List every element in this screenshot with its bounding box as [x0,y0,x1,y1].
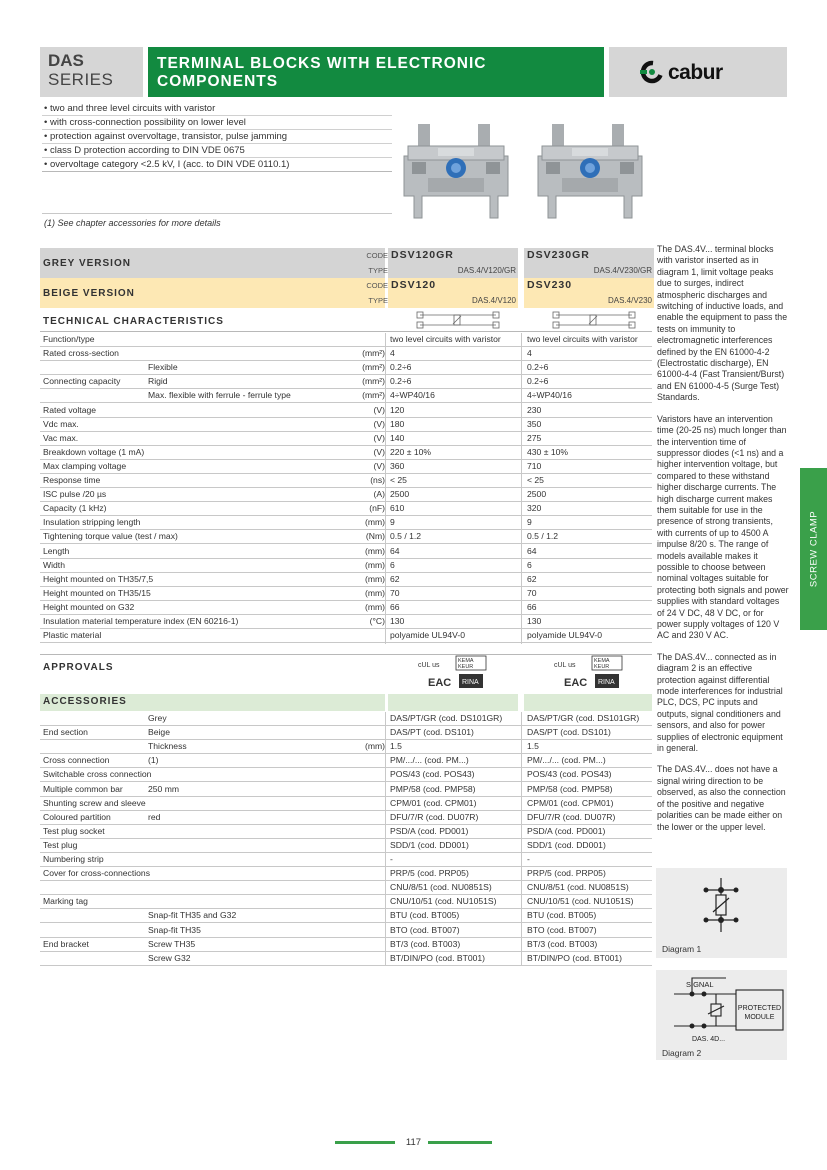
row-unit: (mm²) [362,362,385,373]
value-col1: 64 [390,545,400,556]
value-col1: two level circuits with varistor [390,334,501,344]
svg-text:cabur: cabur [668,61,723,84]
value-col2: polyamide UL94V-0 [527,630,603,641]
value-col2: DFU/7/R (cod. DU07R) [527,811,616,822]
svg-text:EAC: EAC [428,677,452,689]
diagram-2-label: DAS. 4D... [692,1036,726,1043]
beige-col1 [388,278,518,308]
row-sublabel: Grey [148,713,167,723]
row-unit: (V) [373,460,385,471]
value-col1: 2500 [390,489,410,500]
code-label: CODE [366,251,388,260]
spec-row [40,474,652,488]
spec-row [40,389,652,403]
value-col2: 320 [527,503,542,514]
column-separator [521,333,522,644]
spec-row [40,375,652,389]
accessory-row [40,839,652,853]
value-col1: SDD/1 (cod. DD001) [390,839,469,850]
row-sublabel: 250 mm [148,783,180,794]
column-separator [521,712,522,966]
grey-type-1: DAS.4/V120/GR [457,266,516,275]
svg-text:KEUR: KEUR [458,664,474,670]
feature-list [42,102,392,172]
value-col1: CNU/10/51 (cod. NU1051S) [390,896,497,907]
value-col2: 1.5 [527,741,539,752]
value-col1: 62 [390,573,400,584]
accessory-row [40,712,652,726]
value-col1: 4 [390,348,395,359]
value-col1: CNU/8/51 (cod. NU0851S) [390,882,492,893]
beige-code-1: DSV120 [391,279,437,291]
value-col1: 130 [390,616,405,626]
column-separator [385,333,386,644]
row-sublabel: Max. flexible with ferrule - ferrule type [148,390,291,401]
beige-col2 [524,278,654,308]
row-unit: (V) [373,418,385,429]
page-title: TERMINAL BLOCKS WITH ELECTRONIC COMPONENTS [148,47,604,97]
value-col1: PMP/58 (cod. PMP58) [390,783,476,794]
row-unit: (A) [373,489,385,500]
value-col2: PM/.../... (cod. PM...) [527,755,606,766]
spec-row [40,530,652,544]
value-col1: 4÷WP40/16 [390,390,435,401]
row-label: Length [43,545,70,556]
approvals-title: APPROVALS [43,662,114,673]
value-col2: BT/DIN/PO (cod. BT001) [527,952,623,963]
diagram-1 [656,868,787,958]
feature-item: • overvoltage category <2.5 kV, I (acc. to DIN VDE 0110.1) [42,158,392,172]
diagram-2 [656,970,787,1060]
value-col1: 610 [390,503,405,514]
value-col2: PSD/A (cod. PD001) [527,825,606,836]
row-sublabel: red [148,811,161,822]
accessory-row [40,754,652,768]
value-col2: PMP/58 (cod. PMP58) [527,783,613,794]
value-col2: - [527,854,530,864]
row-unit: (V) [373,446,385,457]
spec-row [40,361,652,375]
spec-row [40,601,652,615]
accessory-row [40,909,652,923]
accessory-row [40,853,652,867]
value-col1: BT/3 (cod. BT003) [390,938,461,949]
value-col1: 140 [390,432,405,443]
value-col2: DAS/PT (cod. DS101) [527,727,611,738]
svg-text:KEMA: KEMA [458,658,474,664]
type-label: TYPE [368,296,388,305]
value-col2: POS/43 (cod. POS43) [527,769,612,780]
row-label: Multiple common bar [43,783,123,794]
grey-version-row [40,248,652,278]
row-unit: (mm) [364,587,385,598]
value-col2: 0.2÷6 [527,376,549,387]
value-col2: CNU/10/51 (cod. NU1051S) [527,896,634,907]
row-unit: (ns) [370,475,385,485]
svg-text:cUL us: cUL us [554,662,576,669]
value-col2: 4 [527,348,532,359]
row-sublabel: Thickness [148,741,187,752]
row-label: Coloured partition [43,811,111,822]
feature-item: • class D protection according to DIN VDE 0675 [42,144,392,158]
value-col1: PSD/A (cod. PD001) [390,825,469,836]
row-label: Plastic material [43,630,102,641]
value-col2: two level circuits with varistor [527,334,638,344]
value-col2: 9 [527,517,532,528]
row-sublabel: Beige [148,727,170,738]
value-col1: DFU/7/R (cod. DU07R) [390,811,479,822]
row-label: Height mounted on TH35/7,5 [43,573,154,584]
row-unit: (°C) [369,616,385,626]
value-col2: CPM/01 (cod. CPM01) [527,797,614,808]
value-col2: 62 [527,573,537,584]
spec-row [40,488,652,502]
row-label: Height mounted on G32 [43,601,135,612]
grey-col2 [524,248,654,278]
row-label: Numbering strip [43,854,104,864]
description-paragraph: The DAS.4V... terminal blocks with varistor inserted as in diagram 1, limit voltage peaks due to surges, indirect atmospheric discharges and switching of inductive loads, and enable the equipment to pass the tests on immunity to electromagnetic interferences defined by the EN 61000-4-2 (Electrostatic discharge), EN 61000-4-4 (Fast Transient/Burst) and EN 61000-4-5 (Surge Test) Standards. [657,244,788,403]
spec-row [40,333,652,347]
value-col2: 64 [527,545,537,556]
accessory-row [40,768,652,782]
value-col1: PM/.../... (cod. PM...) [390,755,469,766]
value-col1: 66 [390,601,400,612]
row-unit: (mm) [364,741,385,752]
spec-row [40,559,652,573]
value-col2: 710 [527,460,542,471]
value-col2: < 25 [527,475,544,485]
brand-logo [609,47,787,97]
svg-text:KEMA: KEMA [594,658,610,664]
value-col2: 66 [527,601,537,612]
value-col1: < 25 [390,475,407,485]
value-col1: BTO (cod. BT007) [390,924,460,935]
diagram-2-signal: SIGNAL [686,980,714,989]
footnote: (1) See chapter accessories for more details [44,218,221,228]
svg-text:RINA: RINA [462,679,479,686]
row-label: Function/type [43,334,95,344]
row-label: Insulation material temperature index (EN 60216-1) [43,616,239,626]
accessory-row [40,952,652,966]
series-label: SERIES [48,70,114,89]
description-text [657,244,789,843]
value-col2: BTO (cod. BT007) [527,924,597,935]
value-col2: 130 [527,616,542,626]
row-label: Switchable cross connection [43,769,152,780]
row-label: Tightening torque value (test / max) [43,531,178,542]
row-label: Insulation stripping length [43,517,141,528]
value-col2: 430 ± 10% [527,446,569,457]
grey-version-label: GREY VERSION [43,258,131,269]
row-sublabel: Snap-fit TH35 and G32 [148,910,237,921]
value-col1: 220 ± 10% [390,446,432,457]
feature-item: • protection against overvoltage, transistor, pulse jamming [42,130,392,144]
beige-code-2: DSV230 [527,279,573,291]
value-col2: 70 [527,587,537,598]
value-col1: BT/DIN/PO (cod. BT001) [390,952,486,963]
accessory-row [40,783,652,797]
value-col2: 0.2÷6 [527,362,549,373]
row-label: Breakdown voltage (1 mA) [43,446,145,457]
row-sublabel: Screw TH35 [148,938,196,949]
value-col1: BTU (cod. BT005) [390,910,460,921]
value-col1: - [390,854,393,864]
row-unit: (mm) [364,559,385,570]
section-tab [800,468,827,630]
grey-col1 [388,248,518,278]
row-label: Width [43,559,65,570]
spec-row [40,446,652,460]
accessory-row [40,797,652,811]
accessories-title: ACCESSORIES [43,696,127,707]
row-label: Capacity (1 kHz) [43,503,107,514]
beige-version-row [40,278,652,308]
row-label: Max clamping voltage [43,460,127,471]
spec-row [40,418,652,432]
row-label: ISC pulse /20 µs [43,489,107,500]
value-col2: 6 [527,559,532,570]
description-paragraph: The DAS.4V... does not have a signal wiring direction to be observed, as also the connection of the positive and negative polarities can be made either on the lower or the upper level. [657,764,786,832]
value-col1: 1.5 [390,741,402,752]
value-col1: 6 [390,559,395,570]
value-col1: POS/43 (cod. POS43) [390,769,475,780]
section-tab-label: SCREW CLAMP [808,510,819,588]
value-col1: DAS/PT (cod. DS101) [390,727,474,738]
value-col2: 0.5 / 1.2 [527,531,559,542]
spec-row [40,516,652,530]
value-col1: 360 [390,460,405,471]
value-col1: 180 [390,418,405,429]
row-label: Cover for cross-connections [43,868,150,879]
wiring-symbol-2 [546,308,642,332]
row-label: End section [43,727,88,738]
row-unit: (mm²) [362,348,385,359]
row-label: Connecting capacity [43,376,121,387]
grey-code-2: DSV230GR [527,249,590,261]
feature-item: • with cross-connection possibility on lower level [42,116,392,130]
diagram-2-caption: Diagram 2 [662,1048,702,1058]
divider [42,213,392,214]
row-label: Test plug [43,839,78,850]
svg-text:RINA: RINA [598,679,615,686]
spec-row [40,502,652,516]
product-image-dsv230 [532,118,648,226]
value-col1: 9 [390,517,395,528]
spec-row [40,460,652,474]
description-paragraph: Varistors have an intervention time (20-25 ns) much longer than the intervention time of suppressor diodes (<1 ns) and a higher intervention voltage, but compared to these withstand higher discharge currents. The high discharge current makes them suitable for use in the presence of strong transients, with currents of up to 4500 A impulse 8/20 s. The range of models available makes it possible to choose between nominal voltages suitable for protecting both signals and power supplies with standard voltages of 24 V DC, 48 V DC, or for power supply voltages of 120 V AC and 230 V AC. [657,413,789,641]
diagram-1-caption: Diagram 1 [662,944,702,954]
spec-row [40,347,652,361]
value-col2: 275 [527,432,542,443]
column-separator [385,712,386,966]
accessory-row [40,895,652,909]
accessory-row [40,867,652,881]
value-col2: BTU (cod. BT005) [527,910,597,921]
accessory-row [40,740,652,754]
value-col1: PRP/5 (cod. PRP05) [390,868,469,879]
grey-type-2: DAS.4/V230/GR [593,266,652,275]
technical-title: TECHNICAL CHARACTERISTICS [43,316,224,327]
spec-row [40,615,652,629]
value-col1: 0.5 / 1.2 [390,531,422,542]
spec-row [40,545,652,559]
series-name: DAS [48,51,84,70]
accessory-row [40,924,652,938]
value-col1: polyamide UL94V-0 [390,630,466,641]
row-sublabel: Screw G32 [148,952,191,963]
row-label: Test plug socket [43,825,105,836]
row-label: Response time [43,475,101,485]
row-label: Rated voltage [43,404,97,415]
value-col1: 70 [390,587,400,598]
accessory-row [40,811,652,825]
cul-mark: cUL us [418,662,440,669]
value-col2: SDD/1 (cod. DD001) [527,839,606,850]
row-sublabel: Flexible [148,362,178,373]
svg-text:KEUR: KEUR [594,664,610,670]
row-unit: (mm²) [362,376,385,387]
row-label: Height mounted on TH35/15 [43,587,151,598]
row-label: Vdc max. [43,418,79,429]
row-unit: (mm) [364,601,385,612]
row-unit: (mm) [364,517,385,528]
value-col2: 4÷WP40/16 [527,390,572,401]
row-label: End bracket [43,938,89,949]
diagram-2-module: PROTECTED MODULE [737,1005,782,1021]
product-image-dsv120 [398,118,514,226]
value-col2: 350 [527,418,542,429]
wiring-symbol-1 [410,308,506,332]
type-label: TYPE [368,266,388,275]
value-col2: CNU/8/51 (cod. NU0851S) [527,882,629,893]
accessory-row [40,726,652,740]
row-sublabel: (1) [148,755,159,766]
spec-row [40,404,652,418]
feature-item: • two and three level circuits with varistor [42,102,392,116]
beige-version-label: BEIGE VERSION [43,288,135,299]
row-label: Vac max. [43,432,79,443]
value-col1: 0.2÷6 [390,362,412,373]
row-unit: (mm²) [362,390,385,401]
svg-text:EAC: EAC [564,677,588,689]
series-box [40,47,143,97]
row-label: Cross connection [43,755,110,766]
value-col1: DAS/PT/GR (cod. DS101GR) [390,713,503,723]
code-label: CODE [366,281,388,290]
value-col1: 120 [390,404,405,415]
row-label: Marking tag [43,896,88,907]
description-paragraph: The DAS.4V... connected as in diagram 2 is an effective protection against differential mode interferences for industrial PLC, DCS, PC inputs and outputs, signal conditioners and sensors, and also for power supplies of electronic equipment in general. [657,651,783,754]
row-unit: (V) [373,404,385,415]
row-unit: (mm) [364,545,385,556]
row-label: Rated cross-section [43,348,119,359]
row-unit: (Nm) [365,531,385,542]
row-sublabel: Rigid [148,376,168,387]
spec-row [40,629,652,643]
value-col2: PRP/5 (cod. PRP05) [527,868,606,879]
spec-row [40,432,652,446]
grey-code-1: DSV120GR [391,249,454,261]
row-unit: (V) [373,432,385,443]
spec-row [40,587,652,601]
value-col2: 2500 [527,489,547,500]
accessory-row [40,881,652,895]
page-number: 117 [405,1137,422,1148]
accessory-row [40,825,652,839]
spec-row [40,573,652,587]
value-col1: CPM/01 (cod. CPM01) [390,797,477,808]
approval-marks-1 [416,655,502,693]
value-col2: 230 [527,404,542,415]
beige-type-1: DAS.4/V120 [471,296,516,305]
row-label: Shunting screw and sleeve [43,797,146,808]
row-unit: (nF) [369,503,385,514]
accessory-row [40,938,652,952]
approval-marks-2 [552,655,638,693]
value-col2: DAS/PT/GR (cod. DS101GR) [527,713,640,723]
value-col1: 0.2÷6 [390,376,412,387]
value-col2: BT/3 (cod. BT003) [527,938,598,949]
beige-type-2: DAS.4/V230 [607,296,652,305]
row-sublabel: Snap-fit TH35 [148,924,201,935]
row-unit: (mm) [364,573,385,584]
